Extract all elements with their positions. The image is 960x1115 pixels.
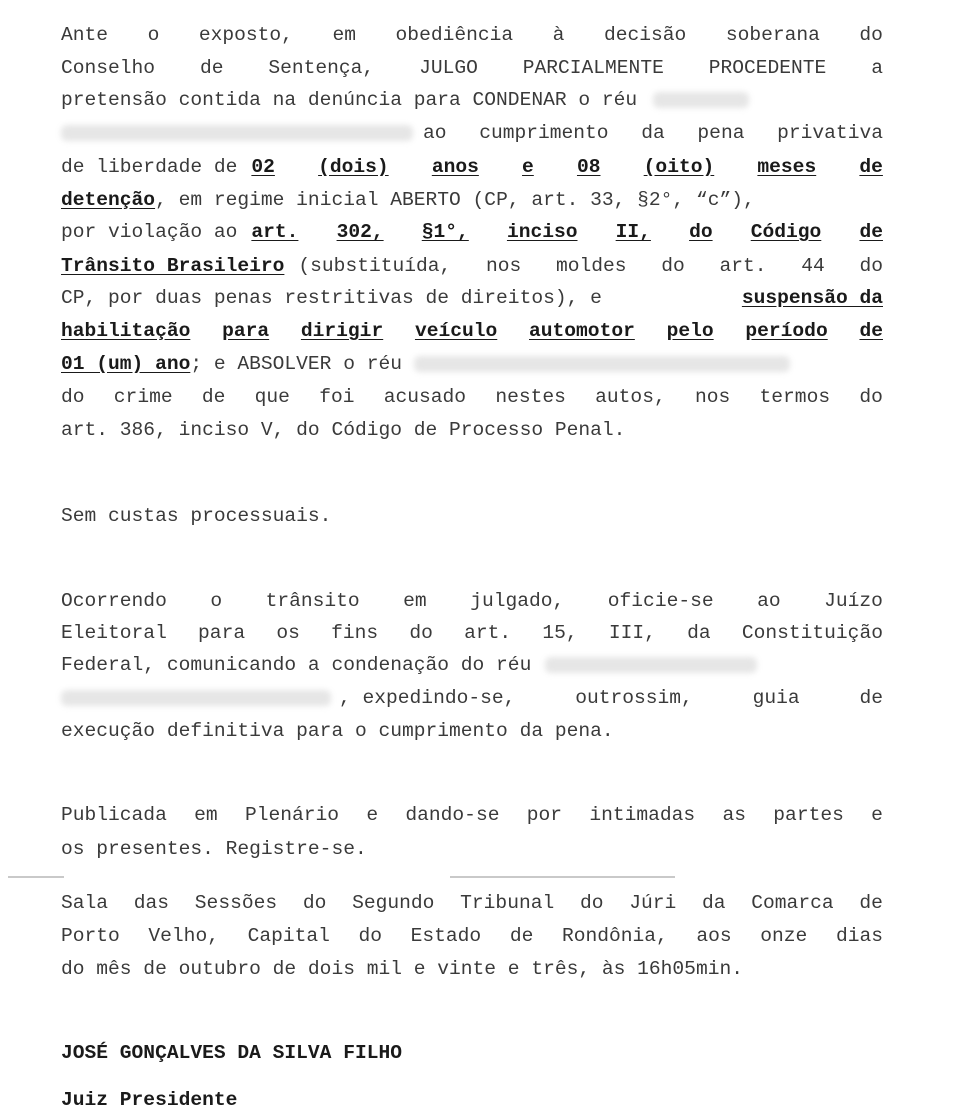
word: da <box>641 122 665 144</box>
word: oficie-se <box>607 590 714 612</box>
word: Capital <box>247 925 330 947</box>
p1-line-6 <box>61 184 883 217</box>
word: de <box>859 156 883 178</box>
p1-line-9-text: CP, por duas penas restritivas de direitos), e <box>61 287 602 309</box>
word: Velho, <box>148 925 219 947</box>
p3-line-3 <box>61 649 883 682</box>
word: ao <box>423 122 447 144</box>
word: partes <box>773 804 844 826</box>
word: art. <box>251 221 299 243</box>
word: inciso <box>506 221 578 243</box>
p1-line-8 <box>61 250 883 283</box>
redacted-defendant-name <box>545 657 757 673</box>
p1-line-12 <box>61 381 883 414</box>
word: Eleitoral <box>61 622 167 644</box>
word: 15, <box>542 622 578 644</box>
word: outrossim, <box>575 687 693 709</box>
word: que <box>254 386 290 408</box>
p5-line-1 <box>61 887 883 920</box>
word: III, <box>608 622 656 644</box>
p3-line-5: execução definitiva para o cumprimento da pena. <box>61 720 614 742</box>
word: do <box>302 892 327 914</box>
word: Ante <box>61 24 109 46</box>
word: guia <box>752 687 800 709</box>
word: das <box>133 892 170 914</box>
word: art. <box>464 622 512 644</box>
word: Comarca <box>751 892 834 914</box>
word: e <box>522 156 534 178</box>
word: exposto, <box>198 24 293 46</box>
word: decisão <box>603 24 687 46</box>
word: em <box>194 804 218 826</box>
word: pena <box>697 122 745 144</box>
word: Porto <box>61 925 120 947</box>
word: 44 <box>801 255 825 277</box>
word: de <box>201 386 226 408</box>
judge-name: JOSÉ GONÇALVES DA SILVA FILHO <box>61 1042 402 1064</box>
scan-artifact <box>8 876 64 878</box>
p1-line-10 <box>61 315 883 348</box>
word: de <box>859 221 883 243</box>
word: do <box>689 221 713 243</box>
word: 08 <box>576 156 601 178</box>
word: art. <box>719 255 767 277</box>
p1-line-4 <box>61 117 883 150</box>
word: dias <box>835 925 883 947</box>
word: a <box>871 57 883 79</box>
word: acusado <box>383 386 467 408</box>
p5-line-2 <box>61 920 883 953</box>
word: privativa <box>777 122 883 144</box>
word: Sessões <box>194 892 278 914</box>
word: do <box>409 622 433 644</box>
word: Segundo <box>352 892 435 914</box>
word: os <box>276 622 300 644</box>
p1-line-9 <box>61 282 883 315</box>
word: do <box>859 255 883 277</box>
p1-line-7 <box>61 216 883 249</box>
word: dirigir <box>300 320 384 342</box>
word: II, <box>615 221 651 243</box>
p4-line-2: os presentes. Registre-se. <box>61 838 367 860</box>
p3-line-4-text <box>339 682 883 715</box>
word: à <box>552 24 565 46</box>
p3-line-2 <box>61 617 883 650</box>
word: as <box>722 804 746 826</box>
p3-line-4 <box>61 682 883 715</box>
word: em <box>332 24 357 46</box>
word: JULGO <box>419 57 478 79</box>
word: Sentença, <box>268 57 375 79</box>
p4-line-1 <box>61 799 883 832</box>
word: do <box>859 386 883 408</box>
word: e <box>871 804 883 826</box>
word: 02 <box>251 156 275 178</box>
word: , expedindo-se, <box>339 687 516 709</box>
word: meses <box>757 156 817 178</box>
word: Sala <box>61 892 109 914</box>
word: moldes <box>555 255 627 277</box>
word: Publicada <box>61 804 167 826</box>
word: da <box>687 622 711 644</box>
word: §1°, <box>421 221 469 243</box>
word: Ocorrendo <box>61 590 167 612</box>
word: de <box>859 892 883 914</box>
p3-line-1 <box>61 585 883 618</box>
p1-line-4-text <box>423 117 883 150</box>
word: trânsito <box>265 590 360 612</box>
word: Constituição <box>741 622 883 644</box>
word: (substituída, <box>298 255 452 277</box>
word: aos <box>696 925 732 947</box>
word: fins <box>331 622 379 644</box>
p1-line-3-text: pretensão contida na denúncia para CONDENAR o réu <box>61 89 638 111</box>
word: do <box>358 925 383 947</box>
p1-line-1 <box>61 19 883 52</box>
legal-article-bold <box>251 216 883 249</box>
word: Estado <box>410 925 482 947</box>
scan-artifact <box>450 876 675 878</box>
word: por <box>526 804 563 826</box>
word: nos <box>694 386 731 408</box>
word: período <box>745 320 828 342</box>
word: para <box>198 622 246 644</box>
word: habilitação <box>61 320 191 342</box>
word: nestes <box>495 386 566 408</box>
p5-line-3: do mês de outubro de dois mil e vinte e três, às 16h05min. <box>61 958 743 980</box>
word: (oito) <box>643 156 715 178</box>
word: Júri <box>629 892 677 914</box>
word: onze <box>760 925 808 947</box>
p2-line-1: Sem custas processuais. <box>61 505 332 527</box>
word: o <box>210 590 223 612</box>
word: ao <box>757 590 781 612</box>
sentence-duration-bold <box>251 151 883 184</box>
word: de <box>859 320 883 342</box>
p1-line-5 <box>61 151 883 184</box>
p1-line-13: art. 386, inciso V, do Código de Processo Penal. <box>61 419 626 441</box>
word: e <box>366 804 379 826</box>
word: de <box>859 687 883 709</box>
word: anos <box>431 156 479 178</box>
word: dando-se <box>405 804 500 826</box>
word: Tribunal <box>460 892 555 914</box>
detention-bold: detenção <box>61 189 156 211</box>
word: Plenário <box>244 804 340 826</box>
word: do <box>579 892 604 914</box>
word: pelo <box>666 320 714 342</box>
p1-line-11-text: ; e ABSOLVER o réu <box>190 353 402 375</box>
p1-line-2 <box>61 52 883 85</box>
word: Código <box>750 221 822 243</box>
word: automotor <box>529 320 635 342</box>
word: cumprimento <box>479 122 609 144</box>
word: da <box>702 892 726 914</box>
word: para <box>222 320 270 342</box>
word: foi <box>319 386 355 408</box>
p3-line-3-text: Federal, comunicando a condenação do réu <box>61 654 532 676</box>
redacted-defendant-name <box>414 356 790 372</box>
word: nos <box>485 255 522 277</box>
word: em <box>403 590 427 612</box>
p1-line-6-text: , em regime inicial ABERTO (CP, art. 33, §2°, “c”), <box>155 189 755 211</box>
word: autos, <box>595 386 666 408</box>
redacted-defendant-name <box>61 125 413 141</box>
suspension-period-bold: 01 (um) ano <box>61 353 191 375</box>
redacted-defendant-name <box>653 92 749 108</box>
word: o <box>147 24 160 46</box>
word: do <box>859 24 883 46</box>
word: termos <box>759 386 831 408</box>
word: crime <box>113 386 173 408</box>
word: obediência <box>395 24 514 46</box>
word: Rondônia, <box>561 925 668 947</box>
redacted-defendant-name <box>61 690 331 706</box>
word: 302, <box>336 221 384 243</box>
p1-line-7-text: por violação ao <box>61 221 238 243</box>
p1-line-8-text <box>298 250 883 283</box>
word: veículo <box>414 320 498 342</box>
word: PROCEDENTE <box>708 57 827 79</box>
word: (dois) <box>318 156 389 178</box>
p1-line-11 <box>61 348 883 381</box>
judge-title: Juiz Presidente <box>61 1089 238 1111</box>
word: julgado, <box>470 590 565 612</box>
word: soberana <box>725 24 820 46</box>
suspension-bold: suspensão da <box>741 287 883 309</box>
word: do <box>61 386 85 408</box>
word: do <box>661 255 685 277</box>
word: Conselho <box>61 57 156 79</box>
word: de <box>199 57 224 79</box>
word: PARCIALMENTE <box>522 57 664 79</box>
word: de <box>509 925 534 947</box>
p1-line-5-text: de liberdade de <box>61 156 238 178</box>
traffic-code-bold: Trânsito Brasileiro <box>61 255 285 277</box>
word: Juízo <box>824 590 883 612</box>
word: intimadas <box>589 804 696 826</box>
p1-line-3 <box>61 84 883 117</box>
